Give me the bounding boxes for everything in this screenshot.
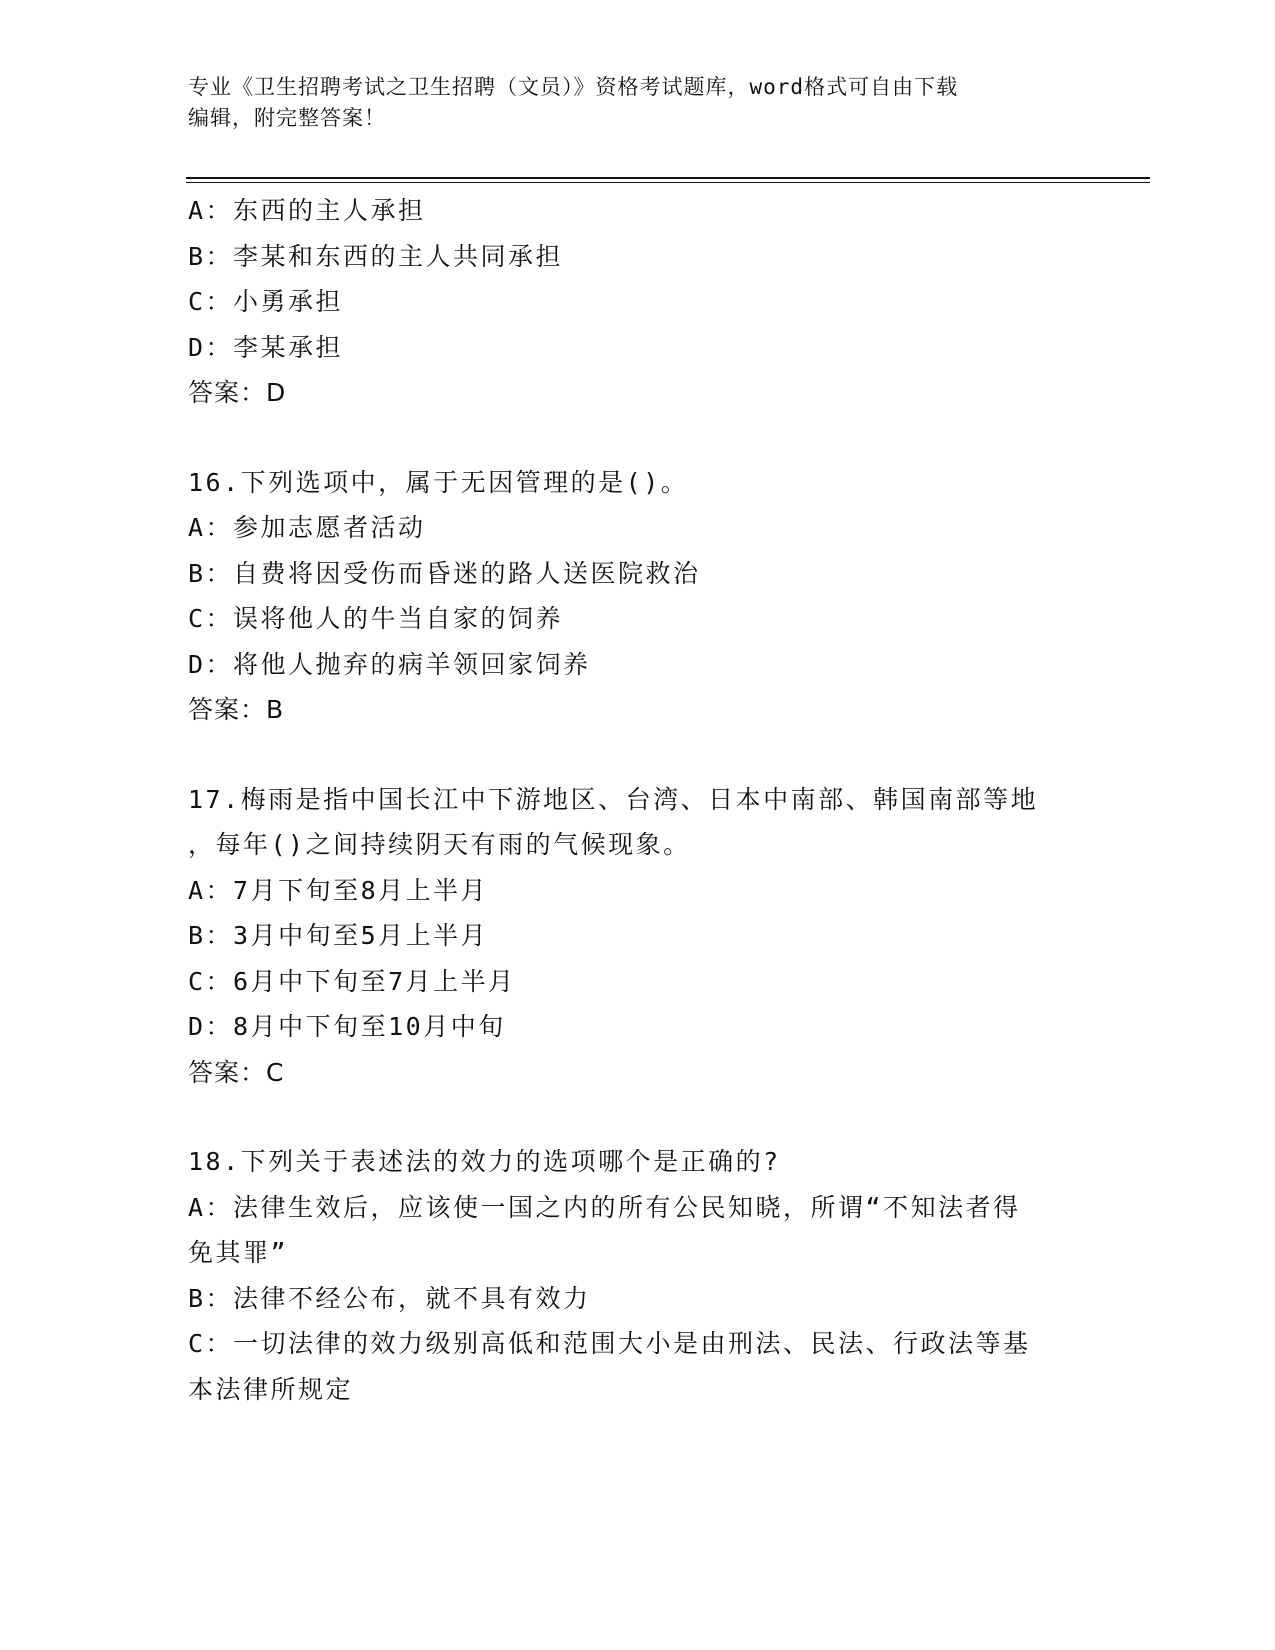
answer-line: 答案：B [188, 695, 285, 724]
option-a: A：参加志愿者活动 [188, 513, 426, 542]
question-stem-line-2: ，每年()之间持续阴天有雨的气候现象。 [188, 830, 691, 859]
question-16 [188, 460, 1078, 733]
document-header [188, 72, 1068, 134]
answer-line: 答案：D [188, 378, 287, 407]
question-stem-line-1: 17.梅雨是指中国长江中下游地区、台湾、日本中南部、韩国南部等地 [188, 784, 1039, 814]
header-line-2: 编辑，附完整答案！ [188, 106, 386, 130]
question-15 [188, 188, 1078, 416]
option-c: C：小勇承担 [188, 287, 344, 316]
spacer [188, 1095, 1078, 1139]
question-stem: 16.下列选项中，属于无因管理的是()。 [188, 467, 689, 497]
option-a-line-1: A：法律生效后，应该使一国之内的所有公民知晓，所谓“不知法者得 [188, 1192, 1021, 1222]
option-c-line-2: 本法律所规定 [188, 1374, 354, 1404]
question-list [188, 188, 1078, 1412]
option-b: B：法律不经公布，就不具有效力 [188, 1283, 591, 1313]
question-17 [188, 777, 1078, 1096]
answer-line: 答案：C [188, 1057, 285, 1087]
option-d: D：李某承担 [188, 332, 344, 362]
spacer [188, 733, 1078, 777]
option-b: B：3月中旬至5月上半月 [188, 921, 489, 950]
option-d: D：8月中下旬至10月中旬 [188, 1012, 506, 1041]
option-c-line-1: C：一切法律的效力级别高低和范围大小是由刑法、民法、行政法等基 [188, 1329, 1031, 1358]
option-b: B：李某和东西的主人共同承担 [188, 241, 564, 271]
spacer [188, 416, 1078, 460]
option-c: C：6月中下旬至7月上半月 [188, 966, 516, 996]
option-a: A：东西的主人承担 [188, 196, 426, 225]
question-18 [188, 1139, 1078, 1412]
question-stem: 18.下列关于表述法的效力的选项哪个是正确的? [188, 1147, 781, 1176]
header-divider-thin [186, 182, 1150, 183]
option-b: B：自费将因受伤而昏迷的路人送医院救治 [188, 558, 701, 588]
header-divider-thick [186, 177, 1150, 179]
option-a-line-2: 免其罪” [188, 1238, 289, 1267]
option-d: D：将他人抛弃的病羊领回家饲养 [188, 649, 591, 679]
option-c: C：误将他人的牛当自家的饲养 [188, 604, 564, 633]
header-line-1: 专业《卫生招聘考试之卫生招聘（文员）》资格考试题库，word格式可自由下载 [188, 75, 959, 99]
option-a: A：7月下旬至8月上半月 [188, 875, 489, 905]
